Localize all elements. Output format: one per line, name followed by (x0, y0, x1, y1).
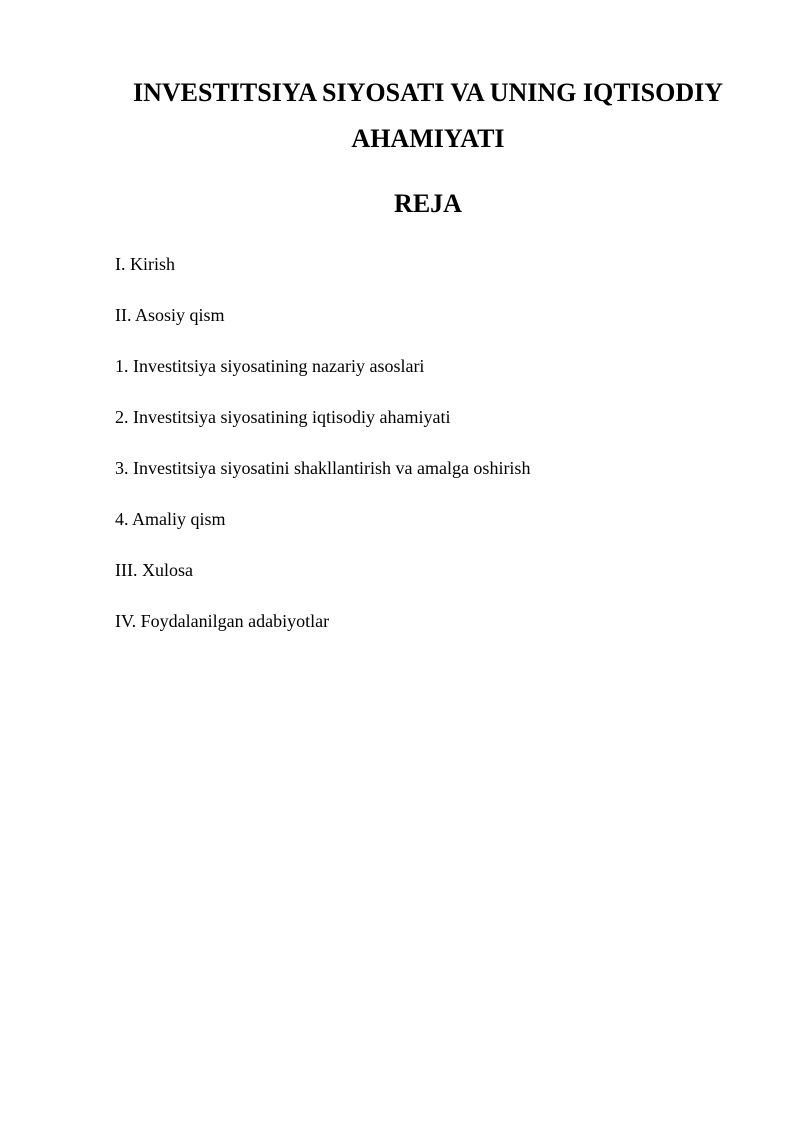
document-title-line-1: INVESTITSIYA SIYOSATI VA UNING IQTISODIY (132, 78, 724, 107)
plan-item-economic-significance: 2. Investitsiya siyosatining iqtisodiy ahamiyati (115, 407, 451, 427)
plan-list (115, 252, 530, 660)
plan-item-main-part: II. Asosiy qism (115, 305, 225, 325)
document-title-line-2: AHAMIYATI (351, 124, 505, 153)
plan-item-theoretical-foundations: 1. Investitsiya siyosatining nazariy asoslari (115, 356, 425, 376)
plan-item-references: IV. Foydalanilgan adabiyotlar (115, 611, 330, 631)
plan-item-conclusion: III. Xulosa (115, 560, 193, 580)
plan-item-practical-part: 4. Amaliy qism (115, 509, 226, 529)
plan-item-introduction: I. Kirish (115, 254, 175, 274)
plan-item-formation-implementation: 3. Investitsiya siyosatini shakllantirish va amalga oshirish (115, 458, 531, 478)
plan-heading: REJA (394, 189, 462, 218)
